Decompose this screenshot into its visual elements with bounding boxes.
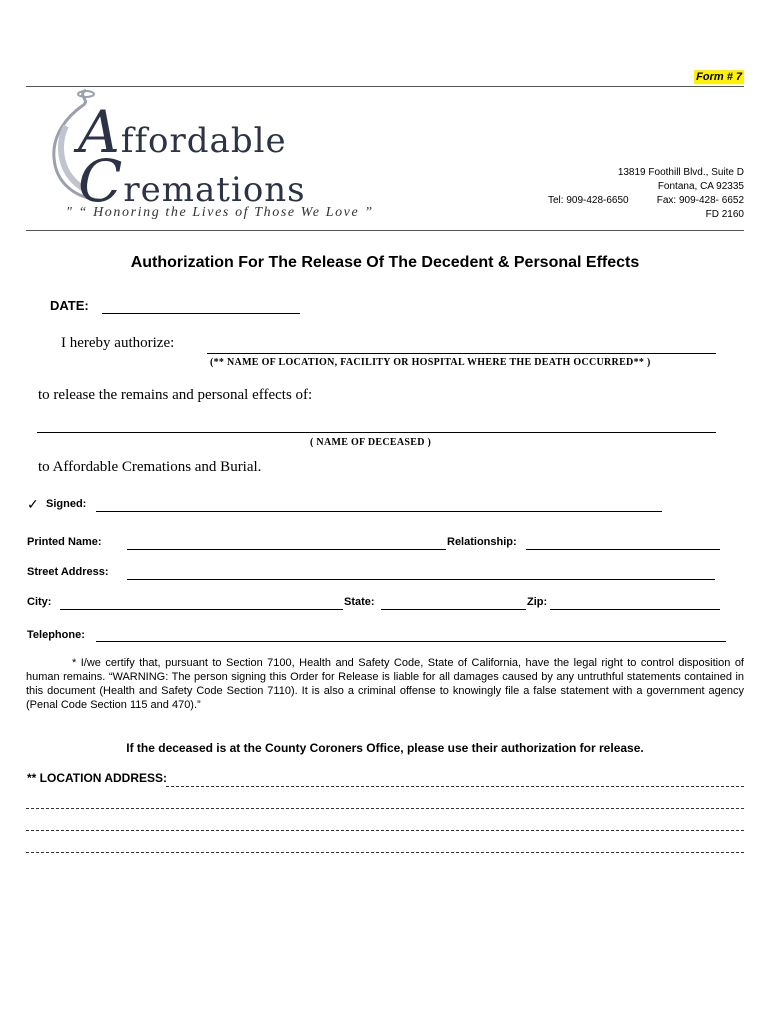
location-address-line-4[interactable] <box>26 852 744 853</box>
form-title: Authorization For The Release Of The Decedent & Personal Effects <box>130 254 640 271</box>
header-top-rule <box>26 86 744 87</box>
location-address-line-3[interactable] <box>26 830 744 831</box>
street-address-field[interactable] <box>127 579 715 580</box>
telephone-field[interactable] <box>96 641 726 642</box>
location-name-field[interactable] <box>207 353 716 354</box>
signature-field[interactable] <box>96 511 662 512</box>
release-text: to release the remains and personal effects of: <box>38 387 313 403</box>
location-address-line-2[interactable] <box>26 808 744 809</box>
date-field[interactable] <box>102 313 300 314</box>
authorize-label: I hereby authorize: <box>61 335 175 351</box>
company-logo <box>78 98 306 215</box>
form-number-badge: Form # 7 <box>696 71 742 83</box>
relationship-field[interactable] <box>526 549 720 550</box>
printed-name-field[interactable] <box>127 549 446 550</box>
location-caption: (** NAME OF LOCATION, FACILITY OR HOSPITAL WHERE THE DEATH OCCURRED** ) <box>210 357 651 368</box>
company-address <box>618 166 744 194</box>
state-label: State: <box>344 596 375 608</box>
street-address-label: Street Address: <box>27 566 109 578</box>
coroner-note: If the deceased is at the County Coroners Office, please use their authorization for release. <box>126 741 644 755</box>
company-phone: Tel: 909-428-6650 <box>548 195 629 206</box>
city-label: City: <box>27 596 52 608</box>
date-label: DATE: <box>50 298 89 313</box>
location-address-line-1[interactable] <box>166 786 744 787</box>
logo-line-cremations: Cremations <box>78 147 306 215</box>
state-field[interactable] <box>381 609 526 610</box>
city-field[interactable] <box>60 609 343 610</box>
printed-name-label: Printed Name: <box>27 536 102 548</box>
zip-label: Zip: <box>527 596 548 608</box>
check-icon: ✓ <box>27 496 39 512</box>
license-number: FD 2160 <box>705 209 744 220</box>
location-address-label: ** LOCATION ADDRESS: <box>27 771 168 785</box>
deceased-caption: ( NAME OF DECEASED ) <box>310 437 432 448</box>
signed-label: Signed: <box>46 498 87 510</box>
address-city: Fontana, CA 92335 <box>657 181 744 192</box>
certification-statement: * I/we certify that, pursuant to Section 7100, Health and Safety Code, State of California, have the legal right to control disposition of human remains. “WARNING: The person signing this Order for Release is liable for all damages caused by any untruthful statements contained in this document (Health and Safety Code Section 7110). It is also a criminal offense to knowingly file a false statement with a government agency (Penal Code Section 115 and 470).” <box>26 657 744 711</box>
deceased-name-field[interactable] <box>37 432 716 433</box>
to-company-text: to Affordable Cremations and Burial. <box>38 459 262 475</box>
logo-line-affordable: Affordable <box>78 98 287 166</box>
telephone-label: Telephone: <box>27 629 85 641</box>
relationship-label: Relationship: <box>447 536 517 548</box>
company-fax: Fax: 909-428- 6652 <box>656 195 744 206</box>
company-tagline: " “ Honoring the Lives of Those We Love ” <box>66 205 374 220</box>
address-street: 13819 Foothill Blvd., Suite D <box>617 167 744 178</box>
zip-field[interactable] <box>550 609 720 610</box>
header-bottom-rule <box>26 230 744 231</box>
